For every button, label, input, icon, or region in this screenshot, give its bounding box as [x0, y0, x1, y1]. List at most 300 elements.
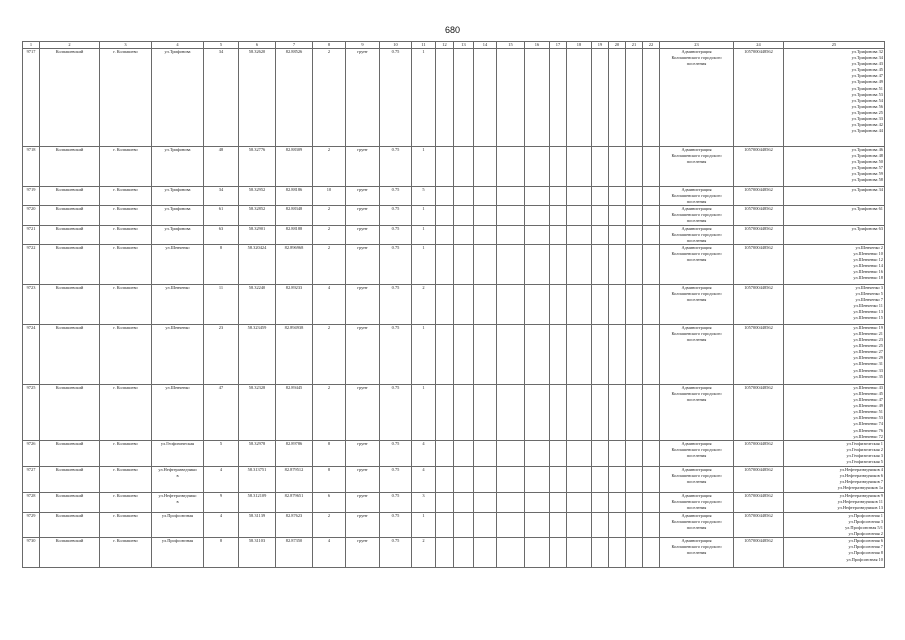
table-cell: 2 — [313, 384, 346, 440]
table-cell: г. Колпашево — [100, 512, 152, 537]
table-cell — [474, 206, 497, 225]
table-cell: 58.31139 — [239, 512, 276, 537]
table-cell — [474, 244, 497, 284]
table-cell: 1 — [412, 324, 436, 384]
table-cell — [592, 384, 609, 440]
table-cell: ул.Геофизическая 1 ул.Геофизическая 2 ул.Геофизическая 3 ул.Геофизическая 5 — [784, 440, 885, 466]
table-cell — [643, 324, 660, 384]
table-row — [23, 512, 885, 537]
table-cell — [550, 244, 567, 284]
table-cell: 9 — [204, 492, 239, 512]
table-cell — [609, 324, 626, 384]
column-header: 9 — [346, 42, 380, 49]
table-cell: Колпашевский — [40, 187, 100, 206]
table-cell: грунт — [346, 538, 380, 568]
table-cell: Администрация Колпашевского городского поселения — [660, 49, 734, 147]
table-cell — [525, 512, 550, 537]
table-cell — [474, 49, 497, 147]
table-cell: 9721 — [23, 225, 40, 244]
table-cell: 1057000448562 — [734, 384, 784, 440]
table-cell — [643, 147, 660, 187]
table-cell — [609, 492, 626, 512]
table-cell: г. Колпашево — [100, 440, 152, 466]
table-cell — [525, 284, 550, 324]
table-cell: 82.89786 — [276, 440, 313, 466]
table-cell — [550, 538, 567, 568]
table-cell: 1057000448562 — [734, 538, 784, 568]
table-cell: 9727 — [23, 466, 40, 492]
table-cell — [454, 206, 474, 225]
table-cell: 1 — [412, 225, 436, 244]
table-cell — [550, 147, 567, 187]
column-header: 13 — [454, 42, 474, 49]
table-cell: 2 — [313, 512, 346, 537]
table-cell: 1 — [412, 206, 436, 225]
column-header: 2 — [40, 42, 100, 49]
table-cell: Колпашевский — [40, 538, 100, 568]
table-cell: Колпашевский — [40, 225, 100, 244]
table-cell — [525, 147, 550, 187]
table-cell: грунт — [346, 324, 380, 384]
column-header: 10 — [380, 42, 412, 49]
table-cell: Администрация Колпашевского городского поселения — [660, 147, 734, 187]
table-cell: г. Колпашево — [100, 538, 152, 568]
table-cell: 9729 — [23, 512, 40, 537]
table-cell: 6 — [313, 492, 346, 512]
table-cell: 8 — [204, 244, 239, 284]
table-cell — [609, 466, 626, 492]
table-cell: г. Колпашево — [100, 466, 152, 492]
table-cell — [609, 440, 626, 466]
table-cell: 11 — [204, 284, 239, 324]
table-cell: 61 — [204, 206, 239, 225]
table-cell: Колпашевский — [40, 440, 100, 466]
table-row — [23, 49, 885, 147]
table-cell — [525, 187, 550, 206]
table-cell — [643, 384, 660, 440]
table-cell: 4 — [412, 466, 436, 492]
table-cell: 58.312109 — [239, 492, 276, 512]
table-cell — [550, 466, 567, 492]
table-cell: г. Колпашево — [100, 492, 152, 512]
table-cell: 0.75 — [380, 225, 412, 244]
table-cell — [643, 49, 660, 147]
table-cell: г. Колпашево — [100, 225, 152, 244]
table-cell — [436, 147, 454, 187]
table-cell: 1057000448562 — [734, 492, 784, 512]
table-cell: 58.32328 — [239, 384, 276, 440]
column-header: 3 — [100, 42, 152, 49]
table-cell — [497, 147, 525, 187]
table-cell — [525, 384, 550, 440]
table-cell: ул.Геофизическая — [152, 440, 204, 466]
table-cell — [497, 384, 525, 440]
column-header: 4 — [152, 42, 204, 49]
table-cell — [609, 49, 626, 147]
table-cell — [525, 225, 550, 244]
table-cell — [592, 244, 609, 284]
table-cell — [643, 538, 660, 568]
table-cell: 2 — [313, 244, 346, 284]
table-cell: грунт — [346, 466, 380, 492]
table-cell: грунт — [346, 284, 380, 324]
table-cell: Администрация Колпашевского городского поселения — [660, 440, 734, 466]
table-cell — [626, 147, 643, 187]
column-header: 17 — [550, 42, 567, 49]
table-cell: ул.Профсоюзная 6 ул.Профсоюзная 7 ул.Профсоюзная 8 ул.Профсоюзная 10 — [784, 538, 885, 568]
table-cell: Администрация Колпашевского городского поселения — [660, 538, 734, 568]
table-cell — [567, 147, 592, 187]
table-cell — [497, 225, 525, 244]
table-cell — [497, 466, 525, 492]
table-cell: грунт — [346, 440, 380, 466]
table-cell: Администрация Колпашевского городского поселения — [660, 512, 734, 537]
table-row — [23, 466, 885, 492]
table-cell — [609, 384, 626, 440]
table-cell — [550, 187, 567, 206]
table-cell: 5 — [412, 187, 436, 206]
table-cell: 0.75 — [380, 384, 412, 440]
table-cell — [592, 225, 609, 244]
column-header: 8 — [313, 42, 346, 49]
table-cell: 58.32978 — [239, 440, 276, 466]
table-cell: 2 — [313, 225, 346, 244]
table-cell — [474, 324, 497, 384]
table-cell: 9718 — [23, 147, 40, 187]
table-cell: 9719 — [23, 187, 40, 206]
table-cell — [436, 512, 454, 537]
table-cell: 82.87623 — [276, 512, 313, 537]
table-cell — [454, 244, 474, 284]
table-cell — [454, 225, 474, 244]
table-cell: 10 — [313, 187, 346, 206]
table-cell — [609, 244, 626, 284]
table-cell: ул.Трифонова — [152, 49, 204, 147]
table-cell: 82.89445 — [276, 384, 313, 440]
table-cell: 23 — [204, 324, 239, 384]
page-number: 680 — [444, 25, 461, 35]
table-cell: грунт — [346, 384, 380, 440]
table-cell — [474, 384, 497, 440]
table-cell: ул.Трифонова — [152, 187, 204, 206]
table-cell — [550, 284, 567, 324]
table-cell — [592, 538, 609, 568]
table-cell — [474, 440, 497, 466]
table-cell: Администрация Колпашевского городского поселения — [660, 324, 734, 384]
table-cell: 1057000448562 — [734, 466, 784, 492]
table-cell: 82.88526 — [276, 49, 313, 147]
table-cell: 8 — [204, 538, 239, 568]
table-cell: г. Колпашево — [100, 49, 152, 147]
table-cell: 9724 — [23, 324, 40, 384]
table-cell — [609, 147, 626, 187]
table-cell — [626, 225, 643, 244]
header-row — [23, 42, 885, 49]
table-cell — [626, 512, 643, 537]
table-cell: 4 — [204, 512, 239, 537]
table-cell: 1 — [412, 244, 436, 284]
table-cell: 2 — [313, 49, 346, 147]
table-cell — [643, 512, 660, 537]
table-cell — [454, 466, 474, 492]
table-cell — [592, 492, 609, 512]
table-cell: Администрация Колпашевского городского поселения — [660, 284, 734, 324]
table-cell — [626, 324, 643, 384]
table-cell: Колпашевский — [40, 206, 100, 225]
table-cell — [454, 492, 474, 512]
table-row — [23, 244, 885, 284]
table-row — [23, 225, 885, 244]
table-cell — [643, 187, 660, 206]
table-cell: 82.894938 — [276, 324, 313, 384]
table-row — [23, 206, 885, 225]
table-cell: 1057000448562 — [734, 440, 784, 466]
table-cell — [592, 324, 609, 384]
table-cell — [643, 492, 660, 512]
table-cell — [497, 324, 525, 384]
table-cell: Колпашевский — [40, 284, 100, 324]
table-cell — [592, 284, 609, 324]
table-cell — [497, 206, 525, 225]
table-cell: 58.32240 — [239, 284, 276, 324]
table-cell — [567, 244, 592, 284]
table-cell — [550, 324, 567, 384]
table-cell: 2 — [412, 538, 436, 568]
table-cell — [609, 225, 626, 244]
table-cell — [525, 49, 550, 147]
table-cell: 47 — [204, 384, 239, 440]
table-cell: 82.89233 — [276, 284, 313, 324]
table-cell — [567, 187, 592, 206]
table-cell — [436, 284, 454, 324]
table-cell: Колпашевский — [40, 384, 100, 440]
table-cell: 82.896968 — [276, 244, 313, 284]
table-cell — [643, 466, 660, 492]
table-cell — [497, 440, 525, 466]
column-header: 19 — [592, 42, 609, 49]
table-cell: 8 — [313, 466, 346, 492]
table-cell — [474, 284, 497, 324]
table-cell: 34 — [204, 49, 239, 147]
table-cell — [525, 206, 550, 225]
table-cell — [454, 187, 474, 206]
table-cell — [550, 492, 567, 512]
table-cell: ул.Трифонова — [152, 225, 204, 244]
table-cell — [497, 187, 525, 206]
table-cell — [592, 147, 609, 187]
table-cell: г. Колпашево — [100, 147, 152, 187]
column-header: 6 — [239, 42, 276, 49]
table-cell — [609, 206, 626, 225]
table-cell: 0.75 — [380, 512, 412, 537]
table-cell: грунт — [346, 244, 380, 284]
table-cell: 0.75 — [380, 466, 412, 492]
table-cell — [497, 512, 525, 537]
table-cell: Администрация Колпашевского городского поселения — [660, 225, 734, 244]
table-cell: грунт — [346, 492, 380, 512]
table-cell: 1057000448562 — [734, 244, 784, 284]
table-cell — [567, 49, 592, 147]
column-header: 14 — [474, 42, 497, 49]
table-cell — [454, 440, 474, 466]
table-cell: ул.Трифонова 61 — [784, 206, 885, 225]
table-cell — [454, 49, 474, 147]
table-cell: г. Колпашево — [100, 244, 152, 284]
table-cell — [497, 538, 525, 568]
table-cell — [497, 492, 525, 512]
table-cell — [474, 187, 497, 206]
table-row — [23, 384, 885, 440]
table-cell — [643, 440, 660, 466]
table-cell — [626, 384, 643, 440]
column-header: 5 — [204, 42, 239, 49]
table-cell: ул.Профсоюзная — [152, 538, 204, 568]
table-cell — [436, 384, 454, 440]
table-cell — [626, 440, 643, 466]
table-cell: грунт — [346, 49, 380, 147]
table-cell — [454, 384, 474, 440]
table-cell: грунт — [346, 206, 380, 225]
table-cell — [436, 440, 454, 466]
table-cell: ул.Шевченко — [152, 244, 204, 284]
table-cell — [567, 324, 592, 384]
table-cell — [592, 187, 609, 206]
table-cell: грунт — [346, 512, 380, 537]
table-cell: г. Колпашево — [100, 206, 152, 225]
table-cell: 0.75 — [380, 206, 412, 225]
table-cell — [567, 538, 592, 568]
table-cell: ул.Нефтеразведчики в — [152, 466, 204, 492]
table-row — [23, 492, 885, 512]
table-cell: ул.Трифонова 34 — [784, 187, 885, 206]
table-cell: ул.Трифонова — [152, 147, 204, 187]
table-cell: ул.Шевченко — [152, 384, 204, 440]
table-cell: 0.75 — [380, 538, 412, 568]
table-cell — [550, 512, 567, 537]
table-cell: ул.Профсоюзная — [152, 512, 204, 537]
table-cell — [626, 466, 643, 492]
table-cell — [643, 206, 660, 225]
table-cell: 82.87350 — [276, 538, 313, 568]
table-cell — [454, 512, 474, 537]
table-cell — [592, 512, 609, 537]
table-cell: 82.88186 — [276, 187, 313, 206]
table-cell: 1 — [412, 512, 436, 537]
column-header: 24 — [734, 42, 784, 49]
table-cell: г. Колпашево — [100, 284, 152, 324]
table-cell: 58.32901 — [239, 225, 276, 244]
table-cell — [436, 49, 454, 147]
table-cell: Администрация Колпашевского городского поселения — [660, 492, 734, 512]
table-row — [23, 284, 885, 324]
table-cell: ул.Трифонова 63 — [784, 225, 885, 244]
table-cell: г. Колпашево — [100, 324, 152, 384]
column-header: 20 — [609, 42, 626, 49]
table-cell — [497, 244, 525, 284]
table-cell: ул.Нефтеразведчиков 9 ул.Нефтеразведчиков 11 ул.Нефтеразведчиков 13 — [784, 492, 885, 512]
table-cell: 5 — [204, 440, 239, 466]
table-cell — [626, 187, 643, 206]
table-cell — [525, 324, 550, 384]
table-row — [23, 440, 885, 466]
table-cell: 9728 — [23, 492, 40, 512]
column-header: 7 — [276, 42, 313, 49]
table-cell — [550, 440, 567, 466]
table-cell — [643, 284, 660, 324]
table-cell: 9717 — [23, 49, 40, 147]
table-cell: Администрация Колпашевского городского поселения — [660, 206, 734, 225]
table-cell — [626, 206, 643, 225]
table-cell: ул.Нефтеразведчиков 4 ул.Нефтеразведчиков 6 ул.Нефтеразведчиков 7 ул.Нефтеразведчиков 1а — [784, 466, 885, 492]
table-cell — [525, 440, 550, 466]
table-cell: 0.75 — [380, 492, 412, 512]
table-cell: 9726 — [23, 440, 40, 466]
table-cell: ул.Трифонова 46 ул.Трифонова 48 ул.Трифонова 50 ул.Трифонова 57 ул.Трифонова 59 ул.Трифонова 58 — [784, 147, 885, 187]
table-cell: 2 — [313, 206, 346, 225]
table-cell: 9730 — [23, 538, 40, 568]
column-header: 25 — [784, 42, 885, 49]
table-cell: 4 — [204, 466, 239, 492]
table-cell — [525, 538, 550, 568]
table-cell: 2 — [412, 284, 436, 324]
table-cell: 9722 — [23, 244, 40, 284]
table-cell — [609, 538, 626, 568]
table-cell — [525, 466, 550, 492]
table-cell — [626, 492, 643, 512]
table-cell — [609, 512, 626, 537]
column-header: 12 — [436, 42, 454, 49]
table-cell: 1057000448562 — [734, 284, 784, 324]
table-cell — [592, 206, 609, 225]
table-cell — [525, 244, 550, 284]
table-cell — [550, 384, 567, 440]
table-cell — [609, 284, 626, 324]
table-cell: 82.88309 — [276, 147, 313, 187]
table-cell — [567, 466, 592, 492]
table-cell — [550, 49, 567, 147]
table-cell: ул.Шевченко — [152, 324, 204, 384]
column-header: 16 — [525, 42, 550, 49]
table-cell — [550, 225, 567, 244]
table-cell: ул.Профсоюзная 1 ул.Профсоюзная 3 ул.Профсоюзная 5/1 ул.Профсоюзная 2 — [784, 512, 885, 537]
table-cell: 58.32776 — [239, 147, 276, 187]
table-cell: ул.Шевченко 19 ул.Шевченко 21 ул.Шевченко 23 ул.Шевченко 25 ул.Шевченко 27 ул.Шевченко 29 ул.Шевченко 31 ул.Шевченко 33 ул.Шевченко 35 — [784, 324, 885, 384]
table-cell: ул.Нефтеразведчико в — [152, 492, 204, 512]
table-cell — [626, 284, 643, 324]
table-cell: Администрация Колпашевского городского поселения — [660, 384, 734, 440]
table-cell: 58.313751 — [239, 466, 276, 492]
table-cell: 3 — [412, 492, 436, 512]
table-cell — [567, 284, 592, 324]
table-cell: ул.Трифонова — [152, 206, 204, 225]
table-cell: Колпашевский — [40, 49, 100, 147]
table-cell: Колпашевский — [40, 466, 100, 492]
column-header: 18 — [567, 42, 592, 49]
column-header: 23 — [660, 42, 734, 49]
table-cell — [454, 324, 474, 384]
table-cell: 4 — [313, 284, 346, 324]
table-cell: 58.31103 — [239, 538, 276, 568]
table-cell — [474, 492, 497, 512]
table-cell: 82.879512 — [276, 466, 313, 492]
table-cell: 1057000448562 — [734, 187, 784, 206]
table-cell — [474, 466, 497, 492]
table-cell — [626, 244, 643, 284]
table-cell: 0.75 — [380, 440, 412, 466]
table-cell: Колпашевский — [40, 244, 100, 284]
table-cell — [436, 324, 454, 384]
table-cell: 9720 — [23, 206, 40, 225]
